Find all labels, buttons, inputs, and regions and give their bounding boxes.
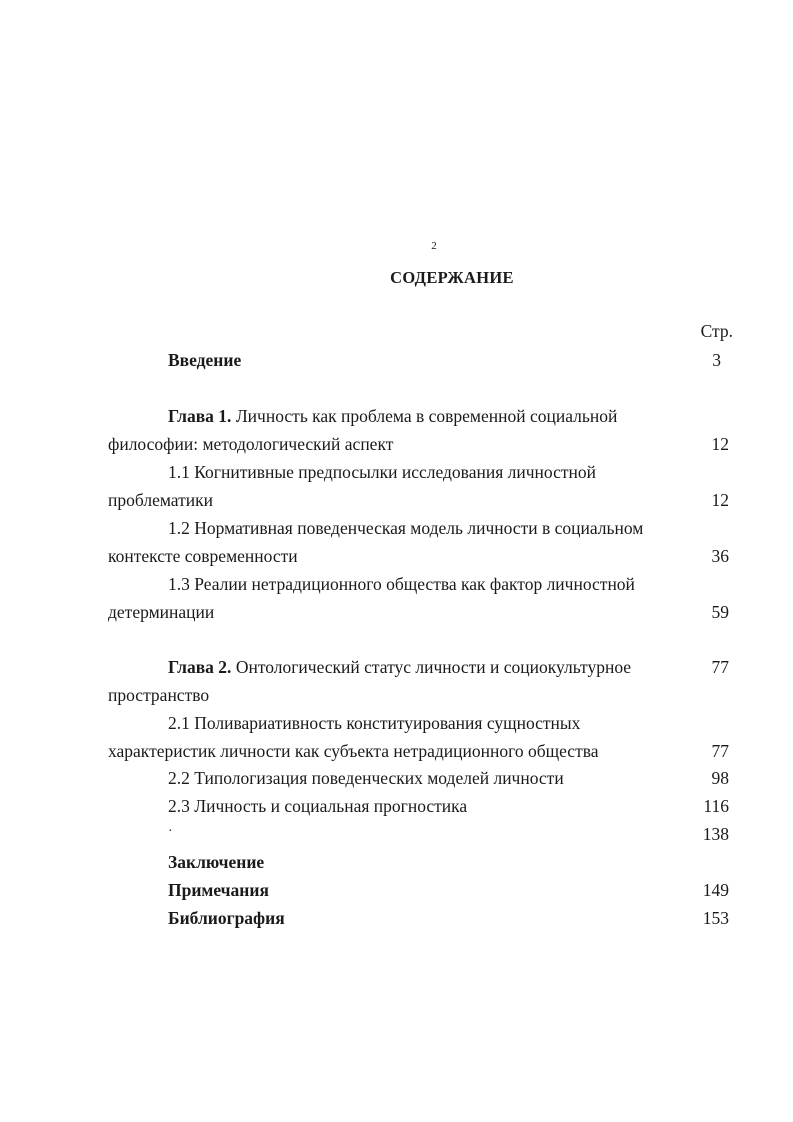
toc-entry-section-2-3[interactable]: 2.3 Личность и социальная прогностика	[168, 796, 468, 816]
toc-entry-section-1-3[interactable]: 1.3 Реалии нетрадиционного общества как фактор личностной	[168, 574, 635, 594]
section-2-1-line2: характеристик личности как субъекта нетрадиционного общества	[108, 741, 599, 761]
toc-entry-section-1-2[interactable]: 1.2 Нормативная поведенческая модель личности в социальном	[168, 518, 644, 538]
stray-dot-marker: ·	[168, 824, 173, 839]
toc-page-bibliography: 153	[702, 908, 729, 928]
page-number: 2	[431, 240, 437, 252]
toc-page-section-2-1: 77	[711, 741, 729, 761]
toc-entry-chapter-1[interactable]	[168, 406, 617, 426]
chapter-1-title-line1: Личность как проблема в современной социальной	[231, 406, 618, 426]
toc-page-section-1-2: 36	[711, 546, 729, 566]
toc-entry-chapter-2[interactable]	[168, 657, 631, 677]
toc-page-chapter-2: 77	[711, 657, 729, 677]
section-1-3-line2: детерминации	[108, 602, 215, 622]
toc-page-conclusion: 138	[702, 824, 729, 844]
toc-entry-section-1-1[interactable]: 1.1 Когнитивные предпосылки исследования личностной	[168, 462, 596, 482]
chapter-1-title-line2: философии: методологический аспект	[108, 434, 394, 454]
chapter-1-label: Глава 1.	[168, 406, 232, 426]
toc-page-section-2-2: 98	[711, 768, 729, 788]
toc-page-introduction: 3	[712, 350, 721, 370]
toc-page-notes: 149	[702, 880, 729, 900]
page-column-header: Стр.	[700, 321, 733, 341]
toc-entry-section-2-1[interactable]: 2.1 Поливариативность конституирования сущностных	[168, 713, 581, 733]
toc-page-section-2-3: 116	[703, 796, 729, 816]
section-1-2-line2: контексте современности	[108, 546, 298, 566]
toc-entry-introduction[interactable]: Введение	[168, 350, 242, 370]
toc-entry-section-2-2[interactable]: 2.2 Типологизация поведенческих моделей личности	[168, 768, 564, 788]
toc-entry-bibliography[interactable]: Библиография	[168, 908, 285, 928]
toc-entry-conclusion[interactable]: Заключение	[168, 852, 265, 872]
section-1-1-line2: проблематики	[108, 490, 213, 510]
toc-page-section-1-1: 12	[711, 490, 729, 510]
toc-page-section-1-3: 59	[711, 602, 729, 622]
chapter-2-title-line2: пространство	[108, 685, 210, 705]
toc-page-chapter-1: 12	[711, 434, 729, 454]
chapter-2-label: Глава 2.	[168, 657, 232, 677]
page-title: СОДЕРЖАНИЕ	[390, 268, 514, 287]
chapter-2-title-line1: Онтологический статус личности и социокультурное	[231, 657, 632, 677]
toc-entry-notes[interactable]: Примечания	[168, 880, 269, 900]
